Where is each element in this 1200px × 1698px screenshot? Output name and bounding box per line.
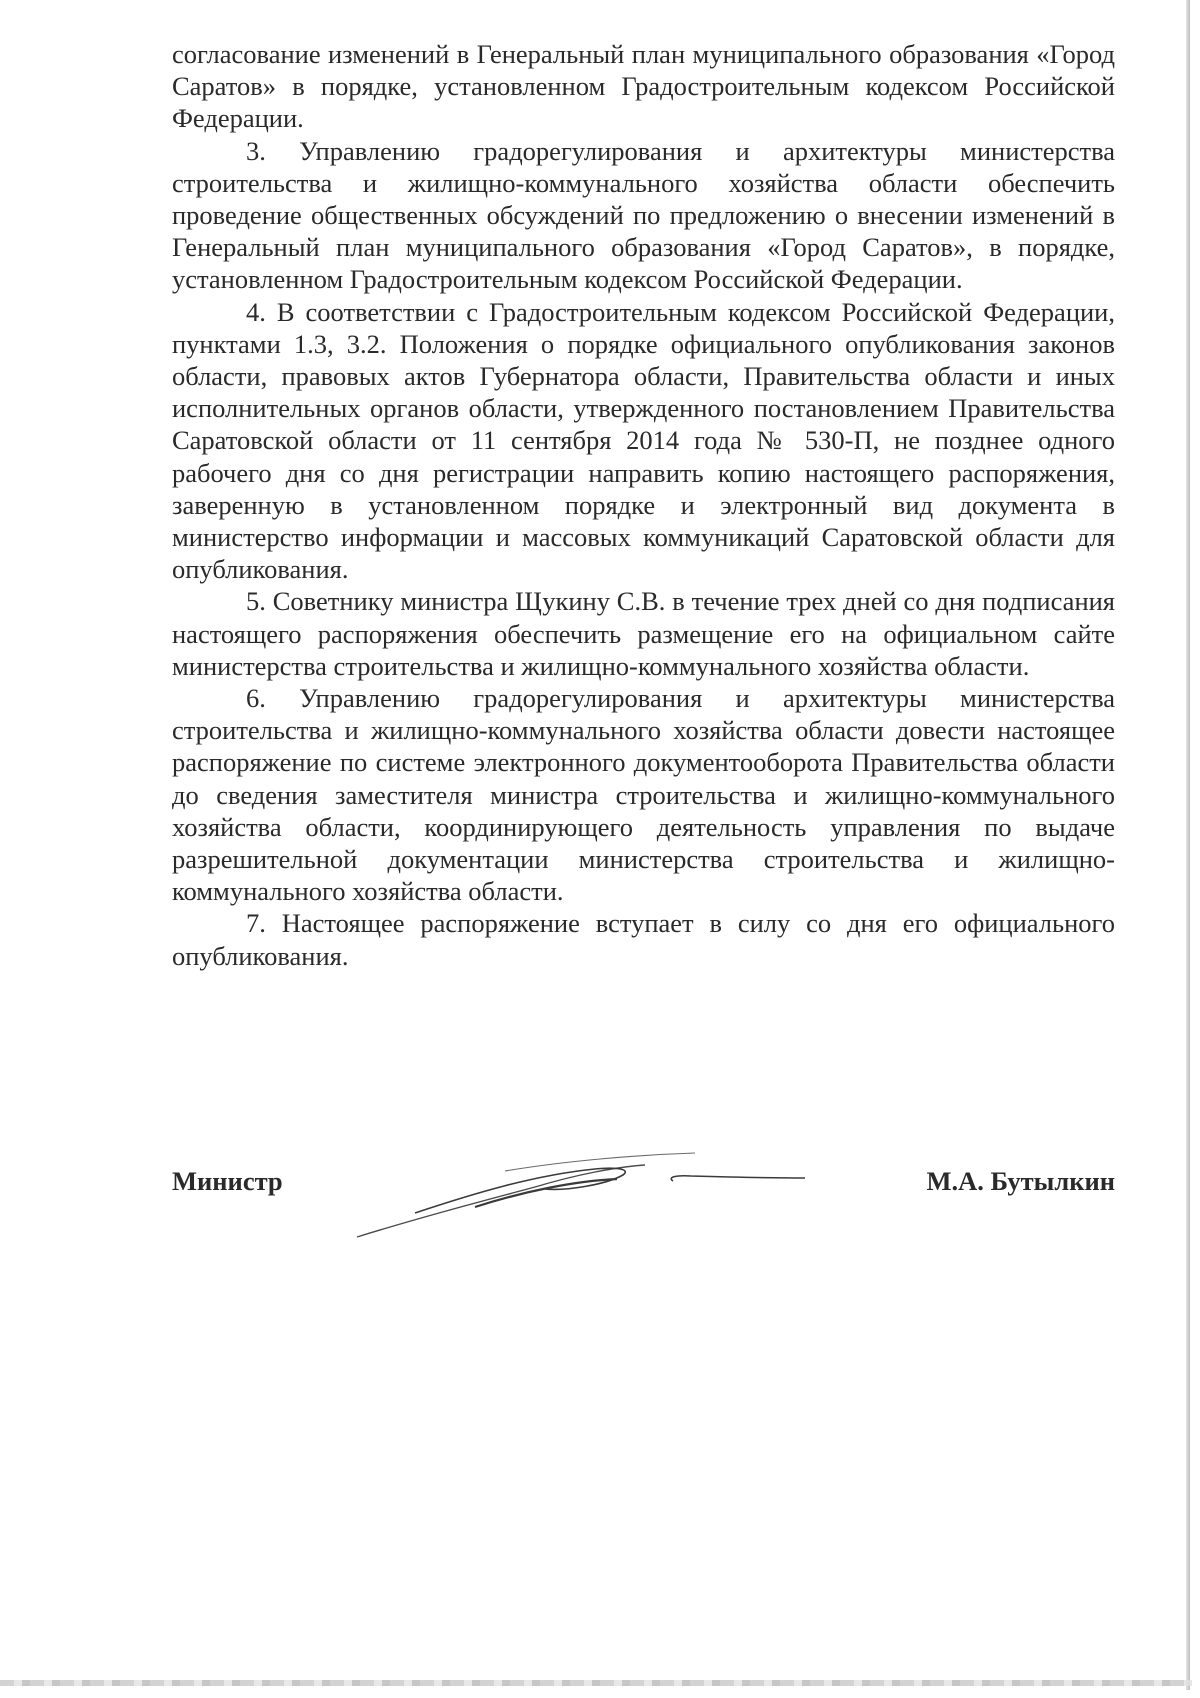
scan-edge-bottom [0, 1680, 1192, 1686]
signatory-name: М.А. Бутылкин [926, 1166, 1115, 1196]
paragraph-continuation: согласование изменений в Генеральный план муниципального образования «Город Саратов» в порядке, установленном Градостроительным кодексом Российской Федерации. [172, 39, 1115, 134]
signature-block [172, 1166, 1115, 1206]
paragraph-item-5: 5. Советнику министра Щукину С.В. в течение трех дней со дня подписания настоящего распоряжения обеспечить размещение его на официальном сайте министерства строительства и жилищно-коммунального хозяйства области. [172, 586, 1115, 681]
paragraph-item-6: 6. Управлению градорегулирования и архитектуры министерства строительства и жилищно-коммунального хозяйства области довести настоящее распоряжение по системе электронного документооборота Правительства области до сведения заместителя министра строительства и жилищно-коммунального хозяйства области, координирующего деятельность управления по выдаче разрешительной документации министерства строительства и жилищно-коммунального хозяйства области. [172, 683, 1115, 907]
document-body [172, 38, 1115, 972]
paragraph-item-7: 7. Настоящее распоряжение вступает в силу со дня его официального опубликования. [172, 908, 1115, 971]
paragraph-item-4: 4. В соответствии с Градостроительным кодексом Российской Федерации, пунктами 1.3, 3.2. Положения о порядке официального опубликования законов области, правовых актов Губернатора области, Правительства области и иных исполнительных органов области, утвержденного постановлением Правительства Саратовской области от 11 сентября 2014 года № 530-П, не позднее одного рабочего дня со дня регистрации направить копию настоящего распоряжения, заверенную в установленном порядке и электронный вид документа в министерство информации и массовых коммуникаций Саратовской области для опубликования. [172, 296, 1115, 585]
scan-edge-right [1186, 0, 1190, 1690]
signatory-role: Министр [172, 1166, 283, 1196]
paragraph-item-3: 3. Управлению градорегулирования и архитектуры министерства строительства и жилищно-коммунального хозяйства области обеспечить проведение общественных обсуждений по предложению о внесении изменений в Генеральный план муниципального образования «Город Саратов», в порядке, установленном Градостроительным кодексом Российской Федерации. [172, 135, 1115, 295]
